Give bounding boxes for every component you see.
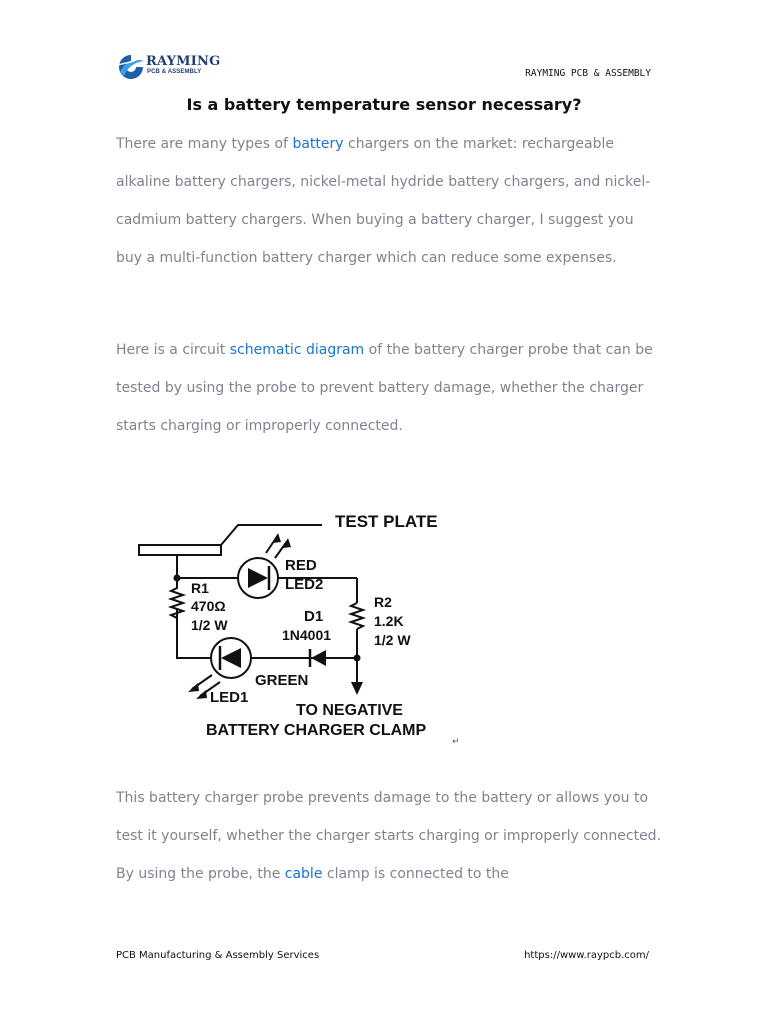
- label-led2: LED2: [285, 576, 324, 593]
- footer-services: PCB Manufacturing & Assembly Services: [116, 950, 320, 961]
- paragraph-schematic-text-start: Here is a circuit: [116, 342, 230, 358]
- label-green: GREEN: [255, 672, 309, 689]
- logo-name: RAYMING: [146, 54, 221, 69]
- label-r2-value: 1.2K: [374, 613, 404, 629]
- paragraph-probe: [116, 779, 661, 893]
- label-r1-value: 470Ω: [191, 598, 226, 614]
- circuit-schematic: [128, 505, 468, 750]
- rayming-logo-icon: [116, 52, 146, 82]
- paragraph-schematic: [116, 331, 661, 445]
- rayming-logo: [116, 52, 226, 82]
- paragraph-probe-text-end: clamp is connected to the: [322, 866, 509, 882]
- battery-link[interactable]: battery: [292, 136, 344, 152]
- paragraph-intro: [116, 125, 661, 277]
- paragraph-schematic-text-end: of the battery charger probe that can be tested by using the probe to prevent battery damage, whether the charger starts charging or improperly connected.: [116, 342, 653, 434]
- cable-link[interactable]: cable: [284, 866, 323, 882]
- label-d1: D1: [304, 608, 324, 625]
- label-r2: R2: [374, 594, 392, 610]
- label-test-plate: TEST PLATE: [335, 512, 438, 531]
- label-r2-power: 1/2 W: [374, 632, 411, 648]
- footer-url[interactable]: https://www.raypcb.com/: [524, 950, 649, 961]
- paragraph-intro-text-end: chargers on the market: rechargeable alkaline battery chargers, nickel-metal hydride battery chargers, and nickel-cadmium battery chargers. When buying a battery charger, I suggest you buy a multi-function battery charger which can reduce some expenses.: [116, 136, 651, 266]
- label-battery-charger-clamp: BATTERY CHARGER CLAMP: [206, 722, 427, 739]
- label-to-negative: TO NEGATIVE: [296, 702, 403, 719]
- paragraph-return-mark: ↵: [452, 737, 460, 747]
- label-r1: R1: [191, 580, 209, 596]
- label-r1-power: 1/2 W: [191, 617, 228, 633]
- paragraph-intro-text-start: There are many types of: [116, 136, 293, 152]
- logo-subtitle: PCB & ASSEMBLY: [147, 69, 202, 75]
- schematic-diagram-link[interactable]: schematic diagram: [229, 342, 365, 358]
- label-d1-part: 1N4001: [282, 627, 332, 643]
- header-company-name: RAYMING PCB & ASSEMBLY: [525, 68, 651, 79]
- label-red: RED: [285, 557, 317, 574]
- paragraph-probe-text-start: This battery charger probe prevents damage to the battery or allows you to test it yourself, whether the charger starts charging or improperly connected. By using the probe, the: [116, 790, 662, 882]
- label-led1: LED1: [210, 689, 249, 706]
- page-title: Is a battery temperature sensor necessary?: [186, 95, 582, 114]
